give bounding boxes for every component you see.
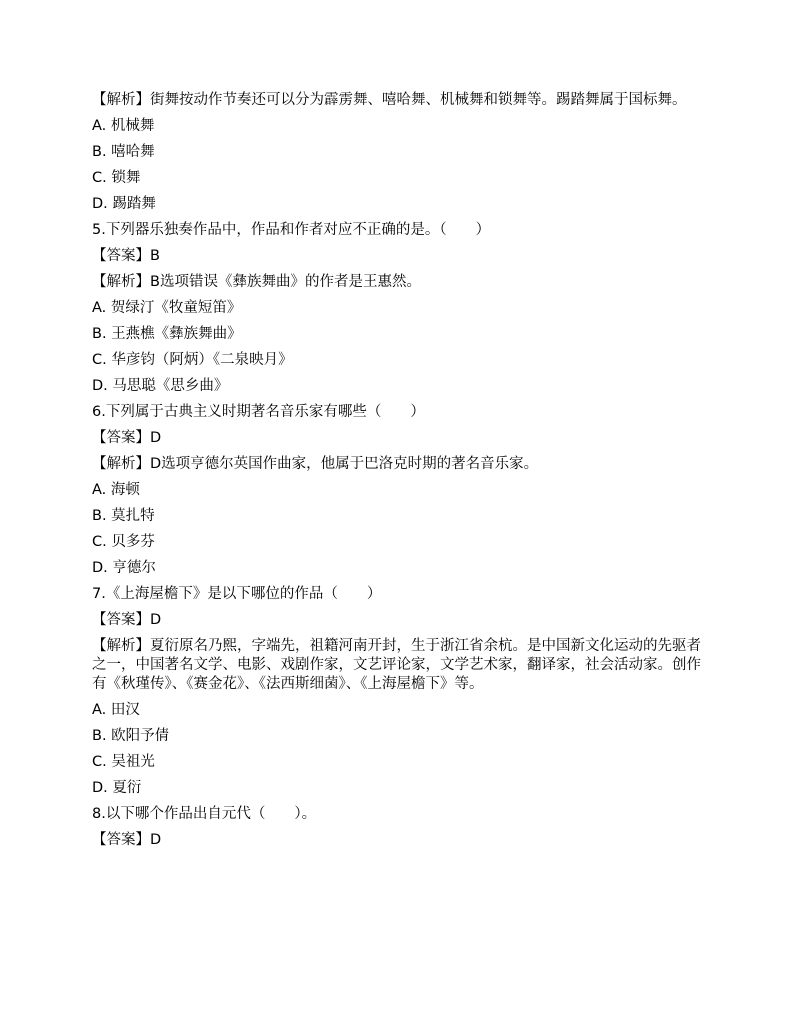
question-text: 8.以下哪个作品出自元代（ ）。 [92,806,317,822]
option-item: D. 马思聪《思乡曲》 [92,378,229,394]
option-item: A. 海顿 [92,482,140,498]
option-item: A. 贺绿汀《牧童短笛》 [92,300,242,316]
document-body [92,91,704,857]
option-item: C. 华彦钧（阿炳）《二泉映月》 [92,352,293,368]
option-item: C. 贝多芬 [92,534,155,550]
option-item: B. 嘻哈舞 [92,144,155,160]
option-item: B. 王燕樵《彝族舞曲》 [92,326,242,342]
answer-text: 【答案】D [92,832,162,848]
analysis-text: 【解析】D选项亨德尔英国作曲家，他属于巴洛克时期的著名音乐家。 [92,456,539,472]
analysis-text: 【解析】B选项错误《彝族舞曲》的作者是王惠然。 [92,274,421,290]
option-item: D. 亨德尔 [92,560,156,576]
question-text: 7.《上海屋檐下》是以下哪位的作品（ ） [92,586,382,602]
analysis-text: 【解析】夏衍原名乃熙，字端先，祖籍河南开封，生于浙江省余杭。是中国新文化运动的先驱者之一，中国著名文学、电影、戏剧作家，文艺评论家，文学艺术家，翻译家，社会活动家。创作有《秋瑾传》、《赛金花》、《法西斯细菌》、《上海屋檐下》等。 [92,638,701,692]
option-item: B. 莫扎特 [92,508,155,524]
answer-text: 【答案】D [92,430,162,446]
option-item: A. 田汉 [92,702,140,718]
option-item: D. 踢踏舞 [92,196,156,212]
option-item: D. 夏衍 [92,780,142,796]
option-item: C. 锁舞 [92,170,141,186]
answer-text: 【答案】D [92,612,162,628]
analysis-text: 【解析】街舞按动作节奏还可以分为霹雳舞、嘻哈舞、机械舞和锁舞等。踢踏舞属于国标舞。 [92,92,687,108]
answer-text: 【答案】B [92,248,160,264]
question-text: 6.下列属于古典主义时期著名音乐家有哪些（ ） [92,404,425,420]
option-item: C. 吴祖光 [92,754,155,770]
option-item: A. 机械舞 [92,118,155,134]
option-item: B. 欧阳予倩 [92,728,170,744]
question-text: 5.下列器乐独奏作品中，作品和作者对应不正确的是。（ ） [92,222,491,238]
